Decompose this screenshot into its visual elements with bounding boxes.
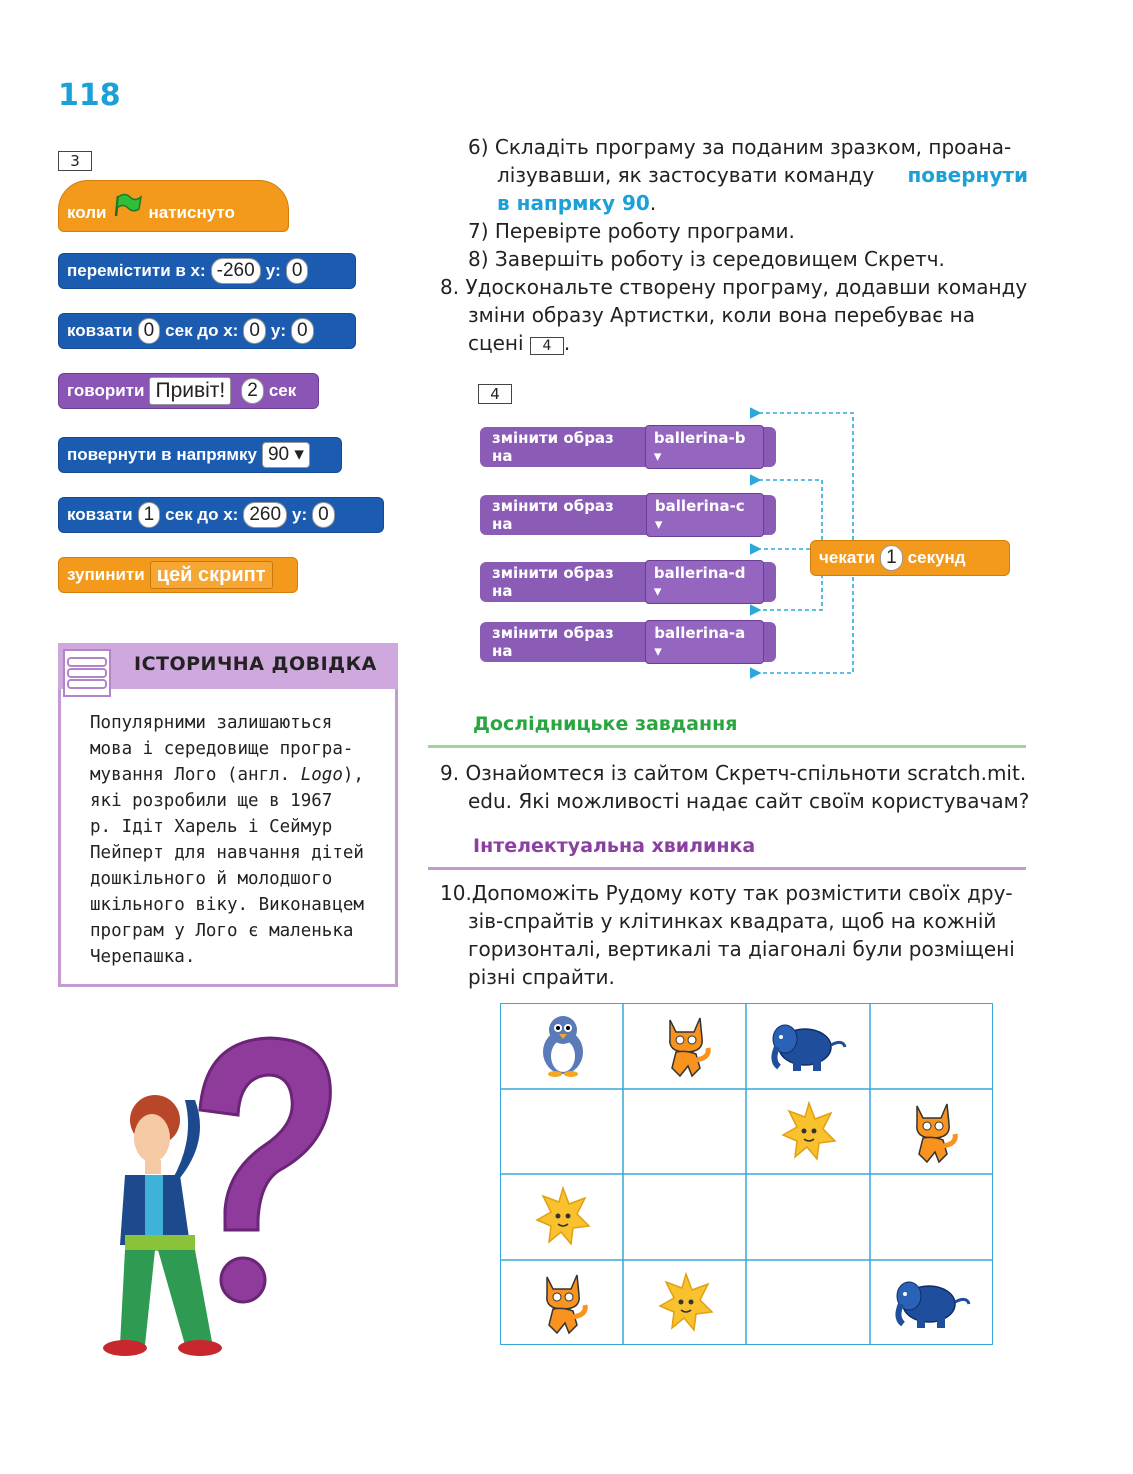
dropdown-arrow-icon: ▾ [654, 515, 663, 533]
text-part: . [649, 191, 657, 215]
block-text: y: [265, 261, 281, 280]
block-text: сек до x: [165, 321, 239, 340]
highlight-text: повернути [907, 163, 1028, 187]
block-text: змінити образ на [492, 497, 614, 533]
history-line: шкільного віку. Виконавцем [90, 895, 364, 915]
text-part: . [563, 331, 571, 355]
book-stack-icon [62, 648, 112, 698]
divider [428, 745, 1026, 748]
history-line: дошкільного й молодшого [90, 869, 333, 889]
step-7: 7) Перевірте роботу програми. [468, 219, 795, 243]
costume-value: ballerina-c [654, 497, 745, 515]
glide-block-2 [58, 497, 384, 533]
text-line [440, 329, 1030, 357]
costume-value: ballerina-a [654, 624, 746, 642]
intellect-heading: Інтелектуальна хвилинка [473, 835, 756, 857]
direction-value: 90 [267, 444, 290, 465]
y-input: 0 [286, 258, 309, 284]
switch-costume-block [480, 495, 776, 535]
block-text: зупинити [67, 565, 145, 584]
block-text: ковзати [67, 321, 133, 340]
text-line: 6) Складіть програму за поданим зразком, проана- [468, 135, 1012, 159]
move-block [58, 253, 356, 289]
costume-dropdown [645, 620, 764, 664]
grid-cell [501, 1175, 624, 1261]
grid-cell [501, 1090, 624, 1175]
grid-cell [624, 1090, 747, 1175]
y-input: 0 [312, 502, 335, 528]
figure-ref: 4 [530, 337, 564, 355]
text-line: 9. Ознайомтеся із сайтом Скретч-спільноти scratch.mit. [440, 761, 1027, 785]
say-text-input: Привіт! [149, 377, 231, 405]
research-heading: Дослідницьке завдання [473, 713, 738, 735]
logo-word: Logo [300, 765, 343, 785]
history-line-text: мування Лого (англ. [90, 765, 301, 785]
grid-cell [747, 1004, 871, 1090]
costume-dropdown [645, 560, 764, 604]
text-line: зміни образу Артистки, коли вона перебуває на [468, 303, 975, 327]
x-input: -260 [211, 258, 261, 284]
wait-block [810, 540, 1010, 576]
history-line: які розробили ще в 1967 [90, 791, 333, 811]
x-input: 260 [243, 502, 287, 528]
switch-costume-block [480, 427, 776, 467]
switch-costume-block [480, 622, 776, 662]
text-line: горизонталі, вертикалі та діагоналі були розміщені [468, 937, 1015, 961]
grid-cell [501, 1004, 624, 1090]
text-part: лізувавши, як застосувати команду [497, 163, 875, 187]
when-flag-clicked-block [58, 180, 289, 232]
block-text: сек до x: [165, 505, 239, 524]
cat-sprite-icon [656, 1012, 716, 1082]
penguin-sprite-icon [533, 1012, 593, 1082]
grid-cell [871, 1261, 994, 1346]
text-line: зів-спрайтів у клітинках квадрата, щоб на кожній [468, 909, 997, 933]
text-line [468, 161, 1028, 189]
cat-sprite-icon [533, 1269, 593, 1339]
history-text [90, 710, 370, 970]
text-line: 10.Допоможіть Рудому коту так розмістити своїх дру- [440, 881, 1013, 905]
block-text: ковзати [67, 505, 133, 524]
costume-dropdown [646, 493, 764, 537]
grid-cell [871, 1175, 994, 1261]
block-text: змінити образ на [492, 429, 614, 465]
divider [428, 867, 1026, 870]
block-text: сек [268, 381, 297, 400]
block-text: y: [270, 321, 287, 340]
step-6 [468, 133, 1028, 217]
star-sprite-icon [658, 1272, 714, 1336]
block-text: повернути в напрямку [67, 445, 257, 464]
text-line [468, 189, 1028, 217]
secs-input: 2 [241, 378, 264, 404]
dropdown-arrow-icon: ▾ [653, 582, 662, 600]
hat-text-2: натиснуто [148, 203, 235, 222]
task-9 [440, 759, 1029, 815]
figure-label: 3 [58, 151, 92, 171]
secs-input: 0 [138, 318, 161, 344]
glide-block-1 [58, 313, 356, 349]
text-line: edu. Які можливості надає сайт своїм користувачам? [468, 789, 1030, 813]
figure-label: 4 [478, 384, 512, 404]
block-text: чекати [819, 548, 876, 567]
task-10 [440, 879, 1030, 991]
secs-input: 1 [138, 502, 161, 528]
wait-input: 1 [880, 545, 903, 571]
grid-cell [747, 1261, 871, 1346]
history-line: Пейперт для навчання дітей [90, 843, 364, 863]
sprite-grid [500, 1003, 993, 1345]
text-line: 8. Удоскональте створену програму, додавши команду [440, 275, 1028, 299]
grid-cell [747, 1090, 871, 1175]
stop-block [58, 557, 298, 593]
task-8 [440, 273, 1030, 357]
dropdown-arrow-icon: ▾ [294, 444, 304, 465]
x-input: 0 [243, 318, 266, 344]
page-number: 118 [58, 78, 121, 113]
grid-cell [624, 1175, 747, 1261]
costume-dropdown [645, 425, 764, 469]
history-line: р. Ідіт Харель і Сеймур [90, 817, 333, 837]
say-block [58, 373, 319, 409]
grid-cell [624, 1261, 747, 1346]
dropdown-arrow-icon: ▾ [654, 642, 662, 660]
turn-block [58, 437, 342, 473]
switch-costume-block [480, 562, 776, 602]
grid-cell [624, 1004, 747, 1090]
y-input: 0 [291, 318, 314, 344]
green-flag-icon [113, 192, 143, 223]
history-line [90, 762, 370, 788]
direction-dropdown [262, 442, 310, 468]
text-part: сцені [468, 331, 524, 355]
block-text: перемістити в x: [67, 261, 206, 280]
history-line: програм у Лого є маленька [90, 921, 354, 941]
history-line: Черепашка. [90, 947, 196, 967]
costume-value: ballerina-d [653, 564, 746, 582]
history-title: ІСТОРИЧНА ДОВІДКА [134, 653, 377, 675]
dropdown-arrow-icon: ▾ [653, 447, 662, 465]
block-text: y: [292, 505, 308, 524]
grid-cell [501, 1261, 624, 1346]
elephant-sprite-icon [769, 1017, 849, 1077]
star-sprite-icon [535, 1186, 591, 1250]
block-text: змінити образ на [492, 564, 614, 600]
highlight-text: в напрмку 90 [497, 191, 650, 215]
stop-dropdown: цей скрипт [150, 561, 273, 589]
block-text: говорити [67, 381, 145, 400]
text-line: різні спрайти. [468, 965, 615, 989]
thinking-boy-illustration [100, 1030, 350, 1360]
grid-cell [871, 1090, 994, 1175]
step-8: 8) Завершіть роботу із середовищем Скретч. [468, 247, 945, 271]
elephant-sprite-icon [893, 1274, 973, 1334]
cat-sprite-icon [903, 1098, 963, 1168]
costume-value: ballerina-b [653, 429, 746, 447]
star-sprite-icon [781, 1101, 837, 1165]
grid-cell [871, 1004, 994, 1090]
hat-text: коли [67, 203, 107, 222]
grid-cell [747, 1175, 871, 1261]
block-text: секунд [907, 548, 966, 567]
history-line: Популярними залишаються [90, 713, 333, 733]
block-text: змінити образ на [492, 624, 614, 660]
history-line: мова і середовище програ- [90, 739, 354, 759]
history-line-text: ), [342, 765, 364, 785]
